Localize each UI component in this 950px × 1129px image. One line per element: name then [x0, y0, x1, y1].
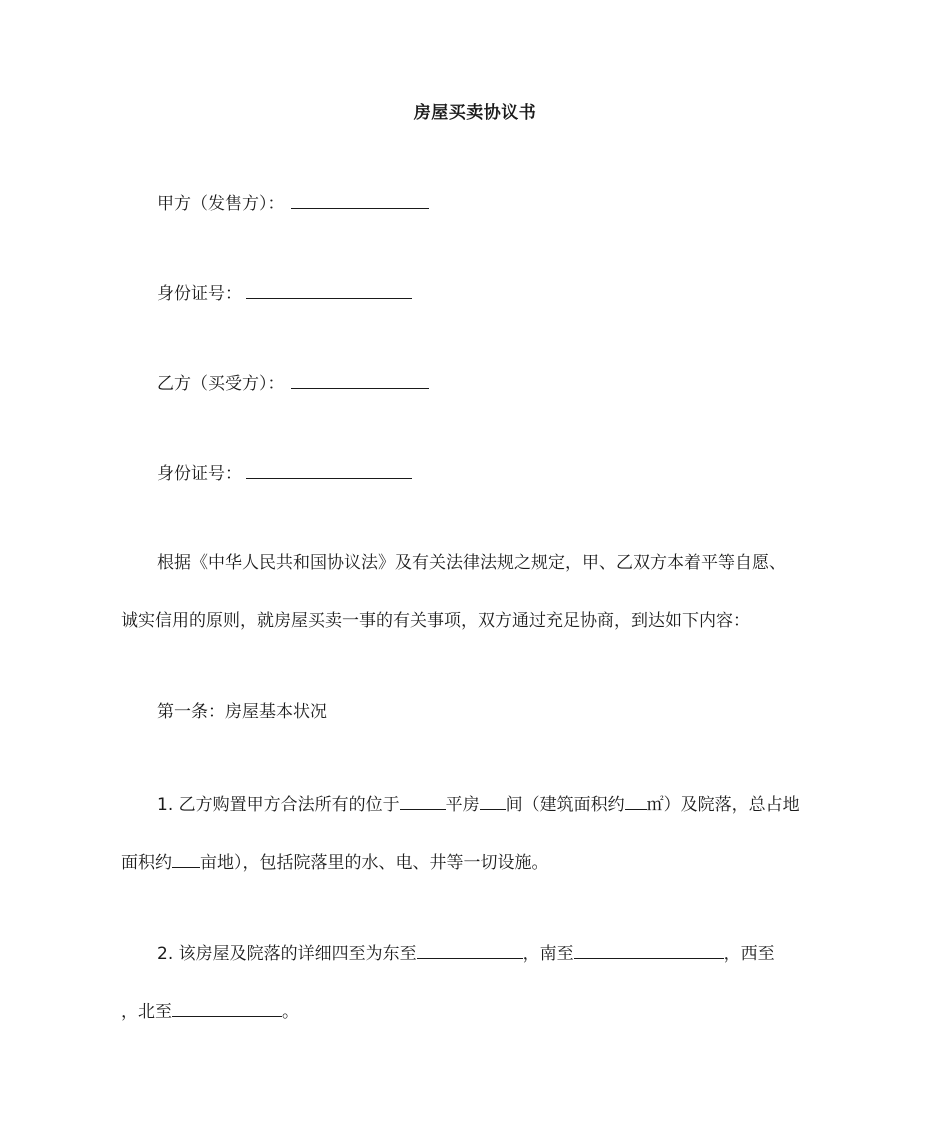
intro-paragraph-line-2: 诚实信用的原则，就房屋买卖一事的有关事项，双方通过充足协商，到达如下内容： [121, 611, 750, 631]
id-label-1: 身份证号： [157, 284, 242, 304]
item-1-text-d: ㎡）及院落，总占地 [646, 795, 800, 815]
item-2-text-c: ，西至 [723, 944, 775, 964]
north-boundary-blank[interactable] [172, 998, 282, 1017]
item-1-text-b: 平房 [445, 795, 480, 815]
rooms-blank[interactable] [480, 791, 506, 810]
document-title: 房屋买卖协议书 [413, 103, 537, 123]
party-a-label: 甲方（发售方）： [157, 194, 285, 214]
land-area-blank[interactable] [172, 849, 200, 868]
item-1-line-1 [157, 791, 800, 817]
id-label-2: 身份证号： [157, 464, 242, 484]
id-number-line-2 [157, 460, 412, 486]
item-1-text-f: 亩地），包括院落里的水、电、井等一切设施。 [200, 853, 549, 873]
party-a-line [157, 190, 429, 216]
item-2-text-b: ，南至 [522, 944, 574, 964]
item-1-text-c: 间（建筑面积约 [505, 795, 625, 815]
item-2-line-2 [121, 998, 299, 1024]
item-1-line-2 [121, 849, 549, 875]
east-boundary-blank[interactable] [417, 940, 523, 959]
id-number-line-1 [157, 280, 412, 306]
item-1-text-a: 1. 乙方购置甲方合法所有的位于 [157, 795, 400, 815]
party-b-label: 乙方（买受方）： [157, 374, 285, 394]
party-a-blank[interactable] [291, 190, 429, 209]
item-2-text-a: 2. 该房屋及院落的详细四至为东至 [157, 944, 417, 964]
location-blank[interactable] [400, 791, 446, 810]
south-boundary-blank[interactable] [574, 940, 724, 959]
item-2-text-d: ，北至 [121, 1002, 172, 1022]
article-1-heading: 第一条：房屋基本状况 [157, 702, 327, 722]
id-number-blank-2[interactable] [246, 460, 412, 479]
intro-paragraph-line-1: 根据《中华人民共和国协议法》及有关法律法规之规定，甲、乙双方本着平等自愿、 [157, 553, 786, 573]
area-blank[interactable] [625, 791, 647, 810]
item-2-line-1 [157, 940, 775, 966]
id-number-blank-1[interactable] [246, 280, 412, 299]
party-b-line [157, 370, 429, 396]
party-b-blank[interactable] [291, 370, 429, 389]
item-1-text-e: 面积约 [121, 853, 172, 873]
item-2-text-e: 。 [282, 1002, 299, 1022]
